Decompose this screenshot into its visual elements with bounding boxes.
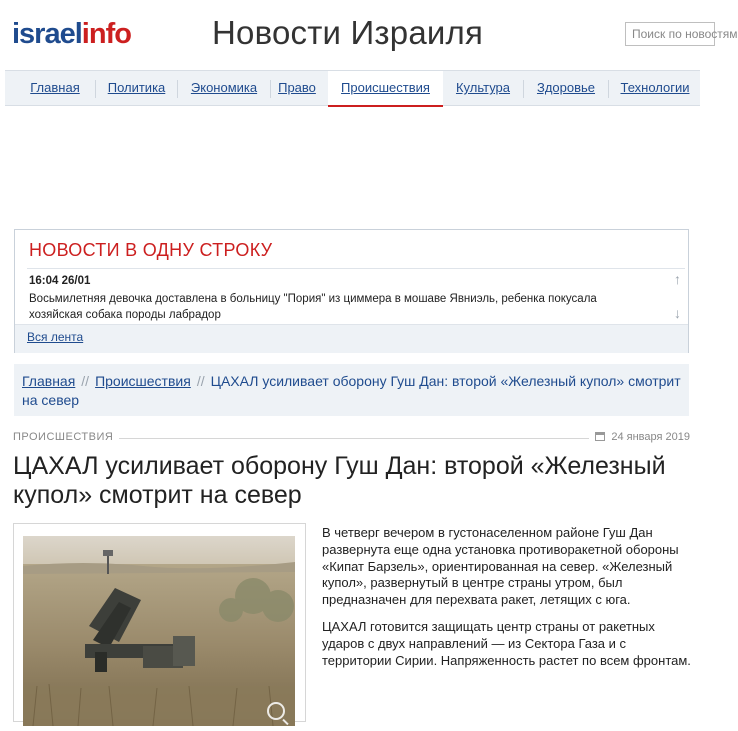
oneline-news-list <box>27 268 685 326</box>
nav-item-politics[interactable]: Политика <box>107 80 166 95</box>
article-body <box>322 525 692 679</box>
article-date-wrap <box>589 431 690 443</box>
article-photo-frame[interactable] <box>13 523 306 722</box>
nav-divider <box>177 80 178 98</box>
search-input[interactable]: Поиск по новостям <box>625 22 715 46</box>
article-category[interactable]: ПРОИСШЕСТВИЯ <box>13 431 119 443</box>
article-paragraph: В четверг вечером в густонаселенном районе Гуш Дан развернута еще одна установка противоракетной обороны «Кипат Барзель», ориентированная на север. «Железный купол», развернутый в центре страны утром, был предназначен для перехвата ракет, летящих с юга. <box>322 525 679 608</box>
logo-part-israel: israel <box>12 18 82 50</box>
nav-item-incidents[interactable]: Происшествия <box>328 71 443 107</box>
oneline-news-title: НОВОСТИ В ОДНУ СТРОКУ <box>29 240 273 260</box>
nav-divider <box>608 80 609 98</box>
nav-item-culture[interactable]: Культура <box>455 80 511 95</box>
oneline-news-footer <box>15 324 688 353</box>
nav-item-economy[interactable]: Экономика <box>190 80 258 95</box>
nav-item-health[interactable]: Здоровье <box>536 80 596 95</box>
nav-divider <box>270 80 271 98</box>
main-nav <box>5 70 700 106</box>
site-header <box>0 0 738 68</box>
nav-item-home[interactable]: Главная <box>30 80 80 95</box>
site-title: Новости Израиля <box>212 14 484 51</box>
site-logo[interactable] <box>12 18 131 51</box>
nav-item-technology[interactable]: Технологии <box>620 80 690 95</box>
article-photo[interactable] <box>23 536 295 726</box>
arrow-down-icon[interactable]: ↓ <box>674 305 681 321</box>
breadcrumb-current: ЦАХАЛ усиливает оборону Гуш Дан: второй «Железный купол» смотрит на север <box>22 373 681 408</box>
breadcrumb-section[interactable]: Происшествия <box>95 373 191 389</box>
nav-divider <box>95 80 96 98</box>
oneline-news-box <box>14 229 689 353</box>
all-feed-link[interactable]: Вся лента <box>27 330 84 344</box>
arrow-up-icon[interactable]: ↑ <box>674 271 681 287</box>
article-headline: ЦАХАЛ усиливает оборону Гуш Дан: второй «Железный купол» смотрит на север <box>13 452 666 509</box>
calendar-icon <box>595 432 605 441</box>
article-paragraph: ЦАХАЛ готовится защищать центр страны от ракетных ударов с двух направлений — из Сектора Газа и с территории Сирии. Напряженность растет по всем фронтам. <box>322 618 691 668</box>
article-date: 24 января 2019 <box>611 431 690 443</box>
news-item-text[interactable]: Восьмилетняя девочка доставлена в больницу "Пория" из циммера в мошаве Явниэль, ребенка покусала хозяйская собака породы лабрадор <box>29 293 597 321</box>
nav-item-law[interactable]: Право <box>278 80 316 95</box>
news-item-time: 16:04 26/01 <box>29 275 91 287</box>
breadcrumb <box>14 364 689 416</box>
zoom-icon[interactable] <box>267 702 285 720</box>
breadcrumb-separator: // <box>81 373 90 389</box>
breadcrumb-home[interactable]: Главная <box>22 373 76 389</box>
article-meta <box>13 431 690 447</box>
logo-part-info: info <box>81 18 131 50</box>
nav-divider <box>523 80 524 98</box>
photo-illustration <box>23 536 295 726</box>
breadcrumb-separator: // <box>196 373 205 389</box>
